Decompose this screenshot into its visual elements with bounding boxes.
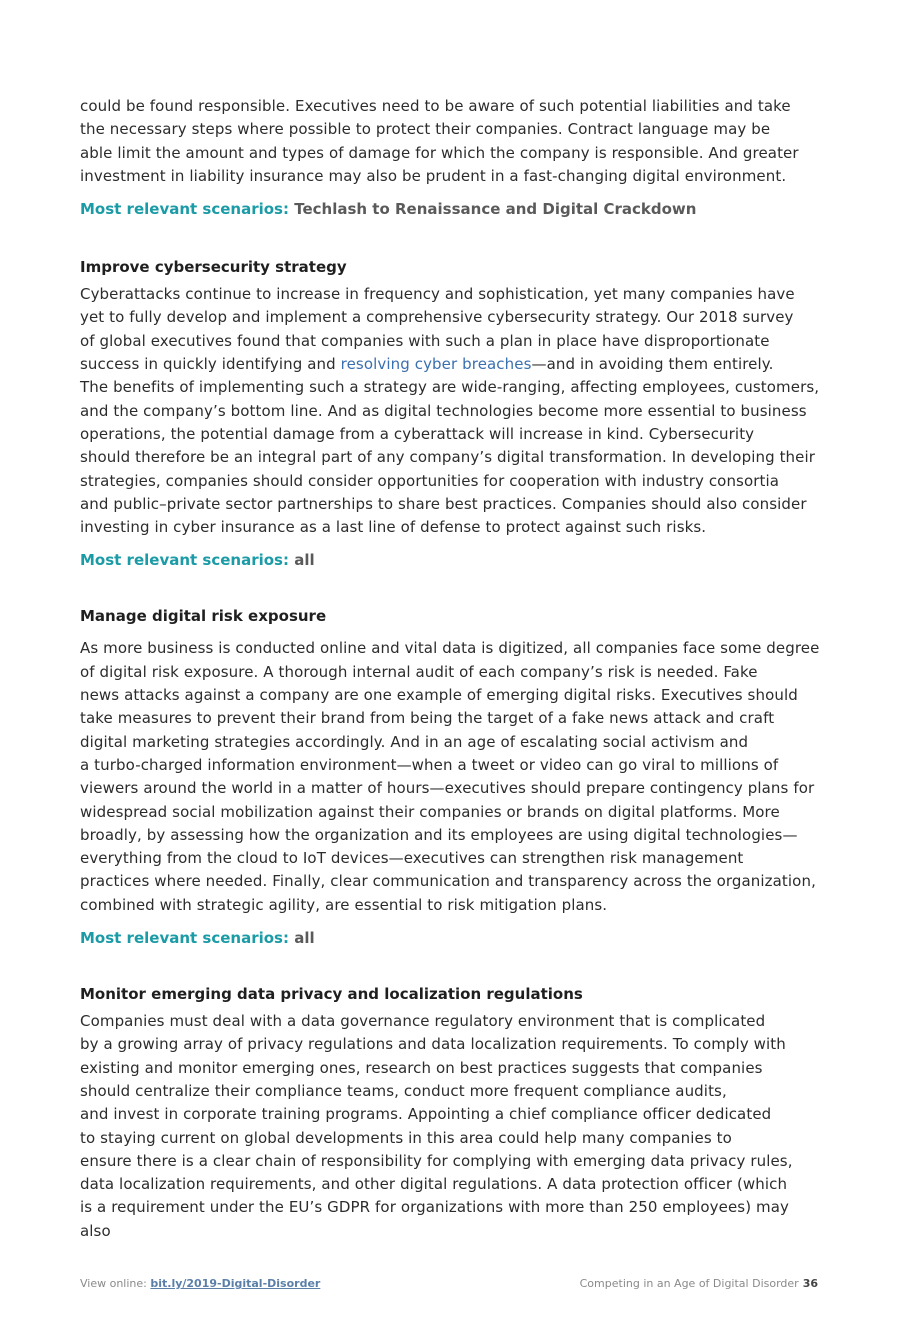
scenario-value: all xyxy=(294,929,315,948)
document-body xyxy=(80,95,820,1243)
section-paragraph xyxy=(80,283,820,539)
section-data-privacy xyxy=(80,983,820,1243)
scenario-label: Most relevant scenarios: xyxy=(80,929,289,948)
page-number: 36 xyxy=(802,1277,818,1290)
resolving-cyber-breaches-link[interactable]: resolving cyber breaches xyxy=(340,355,532,374)
view-online xyxy=(80,1276,320,1292)
page-footer xyxy=(80,1276,818,1292)
section-heading: Manage digital risk exposure xyxy=(80,607,327,626)
section-paragraph: As more business is conducted online and vital data is digitized, all companies face some degree of digital risk exposure. A thorough internal audit of each company’s risk is needed. Fake news attacks against a company are one example of emerging digital risks. Executives should take measures to prevent their brand from being the target of a fake news attack and craft digital marketing strategies accordingly. And in an age of escalating social activism and a turbo-charged information environment—when a tweet or video can go viral to millions of viewers around the world in a matter of hours—executives should prepare contingency plans for widespread social mobilization against their companies or brands on digital platforms. More broadly, by assessing how the organization and its employees are using digital technologies— everything from the cloud to IoT devices—executives can strengthen risk management practices where needed. Finally, clear communication and transparency across the organization, combined with strategic agility, are essential to risk mitigation plans. xyxy=(80,639,820,914)
section-digital-risk xyxy=(80,605,820,949)
paragraph-text: —and in avoiding them entirely. The benefits of implementing such a strategy are wide-ranging, affecting employees, customers, and the company’s bottom line. And as digital technologies become more essential to business operations, the potential damage from a cyberattack will increase in kind. Cybersecurity should therefore be an integral part of any company’s digital transformation. In developing their strategies, companies should consider opportunities for cooperation with industry consortia and public–private sector partnerships to share best practices. Companies should also consider investing in cyber insurance as a last line of defense to protect against such risks. xyxy=(80,355,820,537)
section-scenarios xyxy=(80,927,820,949)
scenario-label: Most relevant scenarios: xyxy=(80,551,289,570)
section-heading: Improve cybersecurity strategy xyxy=(80,258,347,277)
section-cybersecurity xyxy=(80,256,820,571)
scenario-value: all xyxy=(294,551,315,570)
scenario-value: Techlash to Renaissance and Digital Crackdown xyxy=(294,200,697,219)
footer-right xyxy=(580,1276,818,1292)
section-scenarios xyxy=(80,549,820,571)
intro-paragraph: could be found responsible. Executives need to be aware of such potential liabilities and take the necessary steps where possible to protect their companies. Contract language may be able limit the amount and types of damage for which the company is responsible. And greater investment in liability insurance may also be prudent in a fast-changing digital environment. xyxy=(80,97,799,185)
view-online-link[interactable]: bit.ly/2019-Digital-Disorder xyxy=(150,1277,321,1290)
view-online-label: View online: xyxy=(80,1277,147,1290)
scenario-label: Most relevant scenarios: xyxy=(80,200,289,219)
paragraph-text: Cyberattacks continue to increase in frequency and sophistication, yet many companies have yet to fully develop and implement a comprehensive cybersecurity strategy. Our 2018 survey of global executives found that companies with such a plan in place have disproportionate success in quickly identifying and xyxy=(80,285,795,374)
section-paragraph: Companies must deal with a data governance regulatory environment that is complicated by a growing array of privacy regulations and data localization requirements. To comply with existing and monitor emerging ones, research on best practices suggests that companies should centralize their compliance teams, conduct more frequent compliance audits, and invest in corporate training programs. Appointing a chief compliance officer dedicated to staying current on global developments in this area could help many companies to ensure there is a clear chain of responsibility for complying with emerging data privacy rules, data localization requirements, and other digital regulations. A data protection officer (which is a requirement under the EU’s GDPR for organizations with more than 250 employees) may also xyxy=(80,1012,793,1240)
section-heading: Monitor emerging data privacy and localization regulations xyxy=(80,985,583,1004)
intro-scenarios xyxy=(80,198,820,220)
report-title: Competing in an Age of Digital Disorder xyxy=(579,1277,799,1290)
